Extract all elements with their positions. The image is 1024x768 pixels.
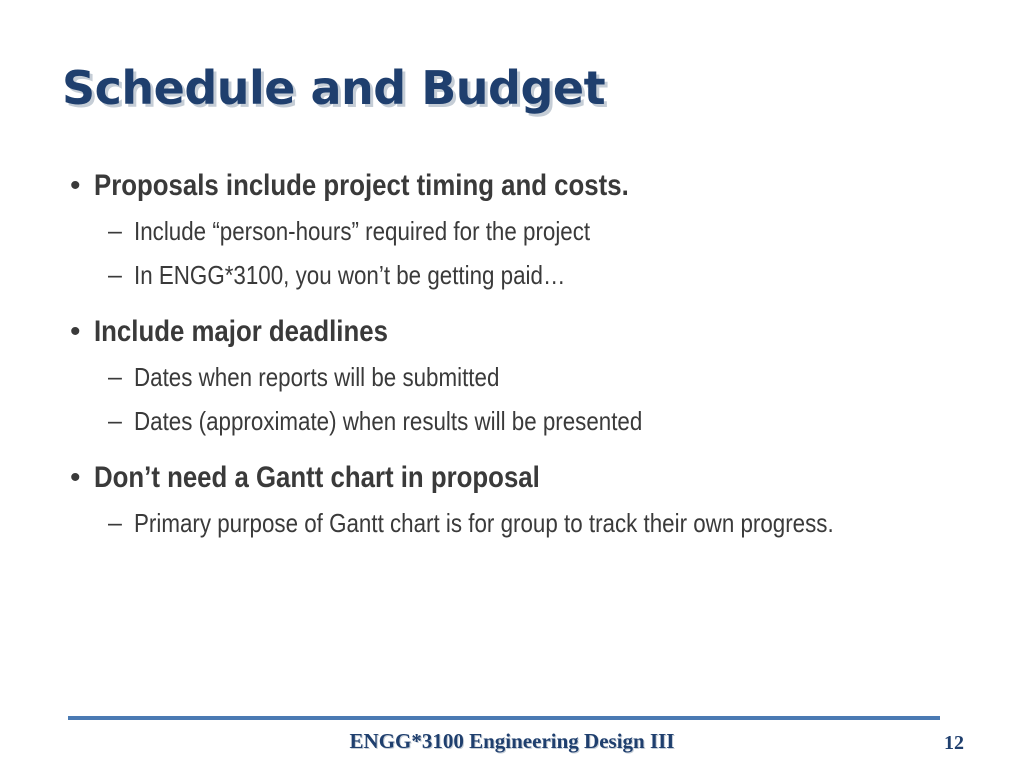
sub-item-text: In ENGG*3100, you won’t be getting paid… [134,260,566,290]
dash-icon: – [108,217,122,245]
dash-icon: – [108,509,122,537]
slide-content [70,164,950,544]
sub-item [94,400,950,442]
dash-icon: – [108,261,122,289]
sub-item-text: Include “person-hours” required for the project [134,216,591,246]
sub-item-text: Dates (approximate) when results will be presented [134,406,643,436]
bullet-text: Include major deadlines [94,315,388,348]
bullet-text: Proposals include project timing and costs. [94,169,629,202]
slide-title: Schedule and Budget [62,61,606,115]
sub-item-text: Dates when reports will be submitted [134,362,500,392]
footer-divider [68,716,940,720]
bullet-icon: • [70,461,81,494]
sub-item-text: Primary purpose of Gantt chart is for group to track their own progress. [134,508,834,538]
dash-icon: – [108,407,122,435]
bullet-icon: • [70,169,81,202]
sub-list [94,502,950,544]
bullet-item [70,310,950,442]
sub-item [94,356,950,398]
sub-list [94,210,950,296]
footer-course-title: ENGG*3100 Engineering Design III [349,729,675,753]
dash-icon: – [108,363,122,391]
sub-item [94,502,950,544]
bullet-item [70,456,950,544]
bullet-item [70,164,950,296]
sub-list [94,356,950,442]
bullet-icon: • [70,315,81,348]
sub-item [94,254,950,296]
page-number: 12 [944,732,964,754]
sub-item [94,210,950,252]
bullet-text: Don’t need a Gantt chart in proposal [94,461,540,494]
